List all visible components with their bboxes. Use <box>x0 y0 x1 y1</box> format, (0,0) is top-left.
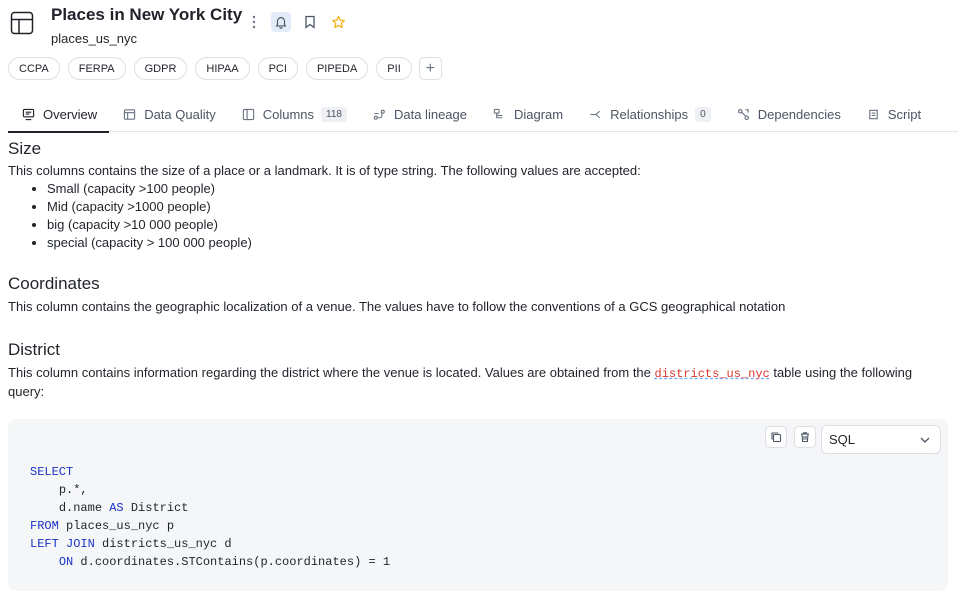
code-line: FROM places_us_nyc p <box>30 519 175 533</box>
tab-data-lineage[interactable] <box>359 96 479 132</box>
page-subtitle: places_us_nyc <box>51 31 137 46</box>
script-icon <box>867 108 880 121</box>
code-line: ON d.coordinates.STContains(p.coordinates) = 1 <box>58 555 391 569</box>
columns-count-badge: 118 <box>321 107 347 122</box>
section-text: This columns contains the size of a place or a landmark. It is of type string. The following values are accepted: <box>8 163 641 178</box>
list-item: • big (capacity >10 000 people) <box>47 216 950 234</box>
tab-label: Diagram <box>513 106 564 122</box>
section-district <box>8 340 950 401</box>
tab-columns[interactable] <box>228 96 359 132</box>
notifications-button[interactable] <box>271 12 291 32</box>
tag-ferpa[interactable]: FERPA <box>68 57 126 80</box>
dependencies-icon <box>737 108 750 121</box>
bookmark-button[interactable] <box>300 12 320 32</box>
list-item: • special (capacity > 100 000 people) <box>47 234 950 252</box>
tab-overview[interactable] <box>8 96 109 132</box>
columns-icon <box>242 108 255 121</box>
section-text <box>8 364 950 401</box>
tag-ccpa[interactable]: CCPA <box>8 57 60 80</box>
copy-icon <box>770 431 782 443</box>
tag-list <box>8 57 442 81</box>
kebab-icon <box>252 15 256 29</box>
tag-pii[interactable]: PII <box>376 57 411 80</box>
favorite-button[interactable] <box>328 12 348 32</box>
tab-label: Overview <box>43 106 98 122</box>
tab-data-quality[interactable] <box>109 96 228 132</box>
language-select[interactable] <box>821 425 941 454</box>
text-segment: table using the following query: <box>8 365 913 399</box>
chevron-down-icon <box>920 437 930 443</box>
tab-dependencies[interactable] <box>723 96 853 132</box>
code-line: LEFT JOIN districts_us_nyc d <box>30 537 232 551</box>
size-values-list <box>34 180 950 252</box>
language-select-value: SQL <box>829 432 856 447</box>
diagram-icon <box>493 108 506 121</box>
overview-content <box>8 138 950 401</box>
table-link-districts[interactable]: districts_us_nyc <box>654 367 770 381</box>
tab-label: Dependencies <box>757 106 841 122</box>
code-line: SELECT <box>30 465 74 479</box>
code-block <box>8 419 948 591</box>
tag-pipeda[interactable]: PIPEDA <box>306 57 368 80</box>
tab-bar <box>8 96 958 132</box>
section-coordinates <box>8 274 950 316</box>
tab-diagram[interactable] <box>479 96 575 132</box>
tab-relationships[interactable] <box>575 96 723 132</box>
tab-label: Data lineage <box>393 106 467 122</box>
delete-code-button[interactable] <box>794 426 816 448</box>
page-header <box>8 4 948 50</box>
tag-gdpr[interactable]: GDPR <box>134 57 188 80</box>
tag-pci[interactable]: PCI <box>258 57 298 80</box>
section-heading: Coordinates <box>8 274 100 293</box>
tab-script[interactable] <box>853 96 933 132</box>
section-text: This column contains the geographic localization of a venue. The values have to follow the conventions of a GCS geographical notation <box>8 299 786 314</box>
lineage-icon <box>373 108 386 121</box>
tab-label: Relationships <box>610 106 689 122</box>
code-line: p.*, <box>58 483 88 497</box>
bell-icon <box>274 15 288 29</box>
relationships-icon <box>589 108 602 121</box>
tab-label: Script <box>887 106 922 122</box>
bookmark-icon <box>304 15 316 29</box>
section-size <box>8 139 950 252</box>
star-icon <box>331 15 346 30</box>
page-title: Places in New York City <box>51 5 243 24</box>
table-icon <box>10 11 34 35</box>
overview-icon <box>22 108 35 121</box>
tab-label: Columns <box>262 106 315 122</box>
data-quality-icon <box>123 108 136 121</box>
add-tag-button[interactable]: + <box>419 57 442 80</box>
list-item: • Small (capacity >100 people) <box>47 180 950 198</box>
relationships-count-badge: 0 <box>695 107 711 122</box>
trash-icon <box>799 431 811 443</box>
code-line: d.name AS District <box>58 501 189 515</box>
tab-label: Data Quality <box>144 106 216 122</box>
copy-code-button[interactable] <box>765 426 787 448</box>
section-heading: Size <box>8 139 42 158</box>
code-content <box>30 463 390 571</box>
text-segment: This column contains information regarding the district where the venue is located. Values are obtained from the <box>8 365 655 380</box>
list-item: • Mid (capacity >1000 people) <box>47 198 950 216</box>
tag-hipaa[interactable]: HIPAA <box>195 57 249 80</box>
section-heading: District <box>8 340 60 359</box>
more-options-button[interactable] <box>244 12 264 32</box>
